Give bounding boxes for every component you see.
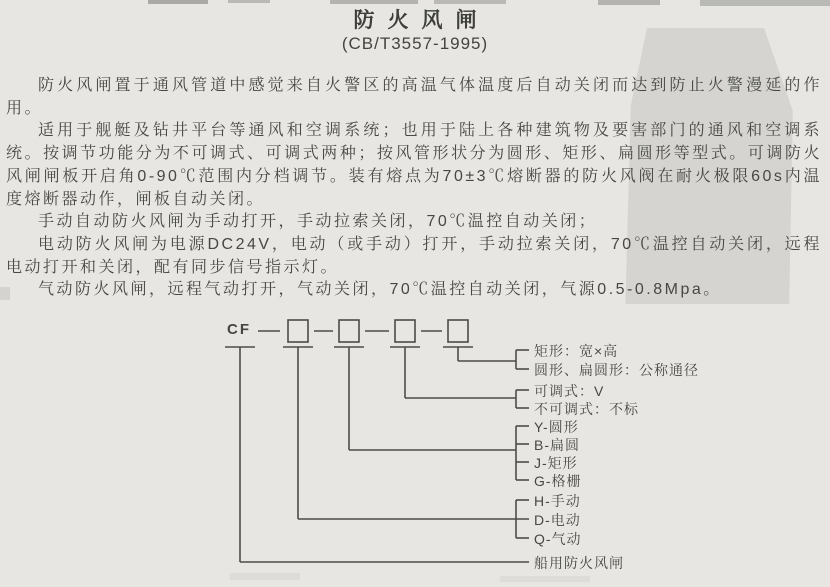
- standard-code: (CB/T3557-1995): [341, 34, 489, 53]
- label-adjustable: 可调式：V: [534, 383, 605, 399]
- paragraph-pneumatic-type: 气动防火风闸，远程气动打开，气动关闭，70℃温控自动关闭，气源0.5-0.8Mpa。: [38, 281, 722, 299]
- label-shape-oval: B-扁圆: [534, 437, 580, 453]
- model-prefix: CF: [227, 321, 251, 338]
- scan-artifact: [228, 0, 270, 3]
- paragraph-manual-type: 手动自动防火风闸为手动打开，手动拉索关闭，70℃温控自动关闭；: [38, 213, 598, 231]
- description-text: [6, 75, 822, 302]
- label-non-adjustable: 不可调式：不标: [534, 401, 639, 417]
- page-title: 防火风闸: [353, 9, 490, 32]
- label-shape-rect: J-矩形: [534, 455, 578, 471]
- label-drive-manual: H-手动: [534, 493, 581, 509]
- label-product-name: 船用防火风闸: [534, 555, 624, 571]
- paragraph-electric-type: 电动防火风闸为电源DC24V，电动（或手动）打开，手动拉索关闭，70℃温控自动关闭，远程电动打开和关闭，配有同步信号指示灯。: [6, 235, 822, 276]
- label-shape-grille: G-格栅: [534, 473, 582, 489]
- label-size-rect: 矩形：宽×高: [534, 343, 619, 359]
- paragraph-overview: 防火风闸置于通风管道中感觉来自火警区的高温气体温度后自动关闭而达到防止火警漫延的作用。: [6, 77, 822, 117]
- label-drive-electric: D-电动: [534, 512, 581, 528]
- scan-artifact: [500, 576, 590, 582]
- label-shape-round: Y-圆形: [534, 419, 579, 435]
- label-size-round: 圆形、扁圆形：公称通径: [534, 362, 699, 378]
- paragraph-application: 适用于舰艇及钻井平台等通风和空调系统；也用于陆上各种建筑物及要害部门的通风和空调系统。按调节功能分为不可调式、可调式两种；按风管形状分为圆形、矩形、扁圆形等型式。可调防火风闸闸板开启角0-90℃范围内分档调节。装有熔点为70±3℃熔断器的防火风阀在耐火极限60s内温度熔断器动作，闸板自动关闭。: [6, 122, 822, 208]
- label-drive-pneumatic: Q-气动: [534, 531, 582, 547]
- scan-artifact: [230, 573, 300, 580]
